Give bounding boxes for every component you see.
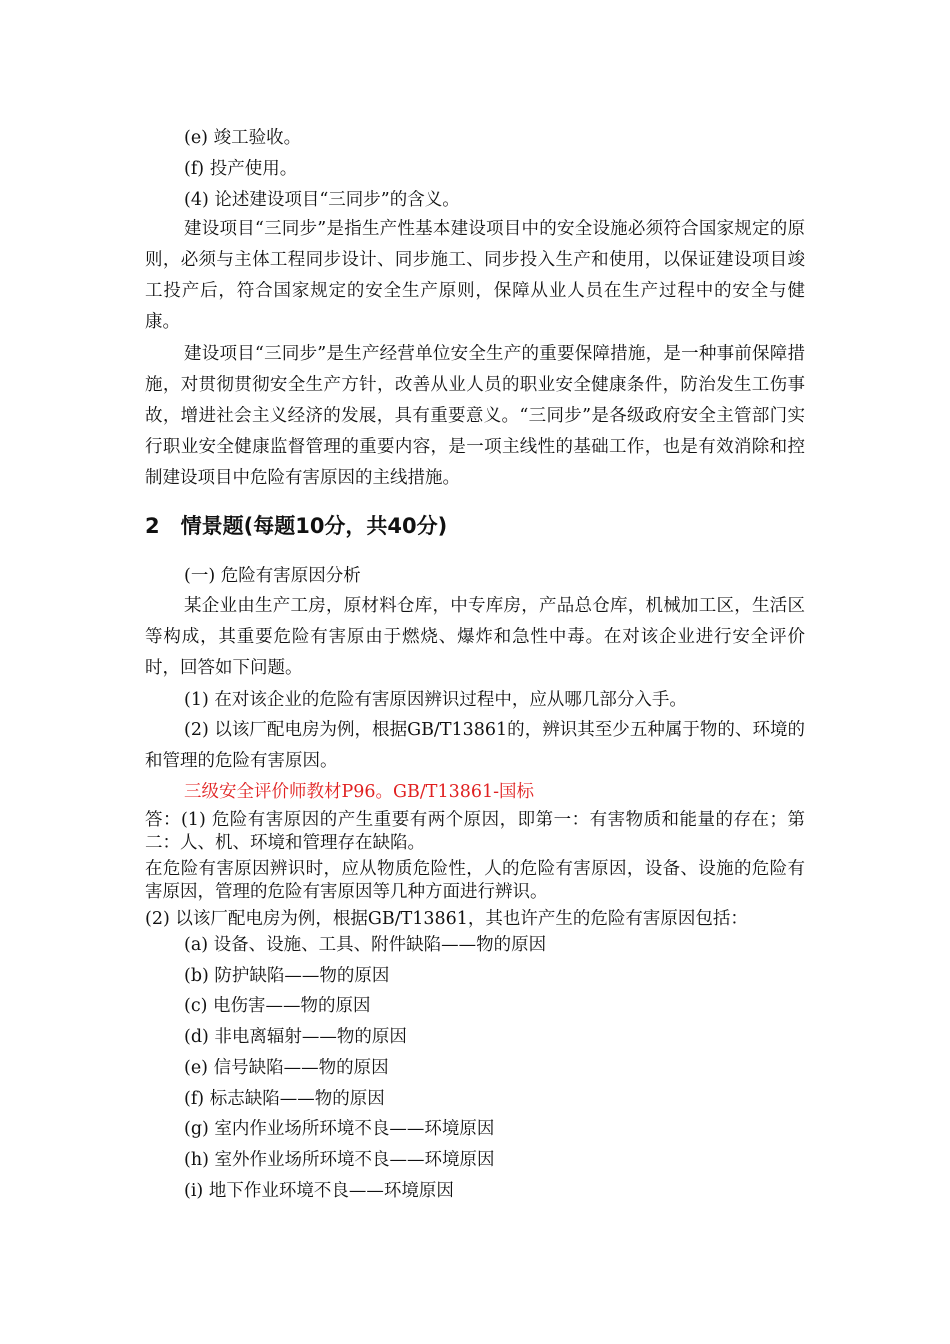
answer-item: (d) 非电离辐射——物的原因: [184, 1027, 407, 1047]
answer-item: (h) 室外作业场所环境不良——环境原因: [184, 1150, 495, 1170]
paragraph-three-sync-definition: 建设项目“三同步”是指生产性基本建设项目中的安全设施必须符合国家规定的原则，必须与主体工程同步设计、同步施工、同步投入生产和使用，以保证建设项目竣工投产后，符合国家规定的安全生产原则，保障从业人员在生产过程中的安全与健康。: [145, 219, 805, 332]
reference-note: 三级安全评价师教材P96。GB/T13861-国标: [184, 782, 535, 802]
answer-item: (a) 设备、设施、工具、附件缺陷——物的原因: [184, 935, 547, 955]
answer-item: (b) 防护缺陷——物的原因: [184, 966, 390, 986]
answer-item: (i) 地下作业环境不良——环境原因: [184, 1181, 454, 1201]
item-e-completion: (e) 竣工验收。: [184, 128, 302, 148]
answer-1: 答：(1) 危险有害原因的产生重要有两个原因，即第一：有害物质和能量的存在；第二：人、机、环境和管理存在缺陷。: [145, 810, 805, 853]
paragraph-three-sync-significance: 建设项目“三同步”是生产经营单位安全生产的重要保障措施，是一种事前保障措施，对贯彻贯彻安全生产方针，改善从业人员的职业安全健康条件，防治发生工伤事故，增进社会主义经济的发展，具有重要意义。“三同步”是各级政府安全主管部门实行职业安全健康监督管理的重要内容，是一项主线性的基础工作，也是有效消除和控制建设项目中危险有害原因的主线措施。: [145, 344, 805, 488]
answer-item: (g) 室内作业场所环境不良——环境原因: [184, 1119, 495, 1139]
section-heading: 2 情景题(每题10分，共40分): [145, 514, 448, 538]
subsection-title: (一) 危险有害原因分析: [184, 566, 361, 586]
item-f-production: (f) 投产使用。: [184, 159, 298, 179]
answer-item: (f) 标志缺陷——物的原因: [184, 1089, 385, 1109]
answer-1-identification: 在危险有害原因辨识时，应从物质危险性，人的危险有害原因，设备、设施的危险有害原因，管理的危险有害原因等几种方面进行辨识。: [145, 859, 805, 902]
answer-2: (2) 以该厂配电房为例，根据GB/T13861，其也许产生的危险有害原因包括：: [145, 909, 748, 929]
question-1: (1) 在对该企业的危险有害原因辨识过程中，应从哪几部分入手。: [184, 690, 687, 710]
scenario-paragraph: 某企业由生产工房，原材料仓库，中专库房，产品总仓库，机械加工区，生活区等构成，其重要危险有害原由于燃烧、爆炸和急性中毒。在对该企业进行安全评价时，回答如下问题。: [145, 596, 805, 678]
question-2: (2) 以该厂配电房为例，根据GB/T13861的，辨识其至少五种属于物的、环境的和管理的危险有害原因。: [145, 720, 805, 771]
question-4: (4) 论述建设项目“三同步”的含义。: [184, 190, 460, 210]
answer-item: (c) 电伤害——物的原因: [184, 996, 371, 1016]
answer-item: (e) 信号缺陷——物的原因: [184, 1058, 389, 1078]
